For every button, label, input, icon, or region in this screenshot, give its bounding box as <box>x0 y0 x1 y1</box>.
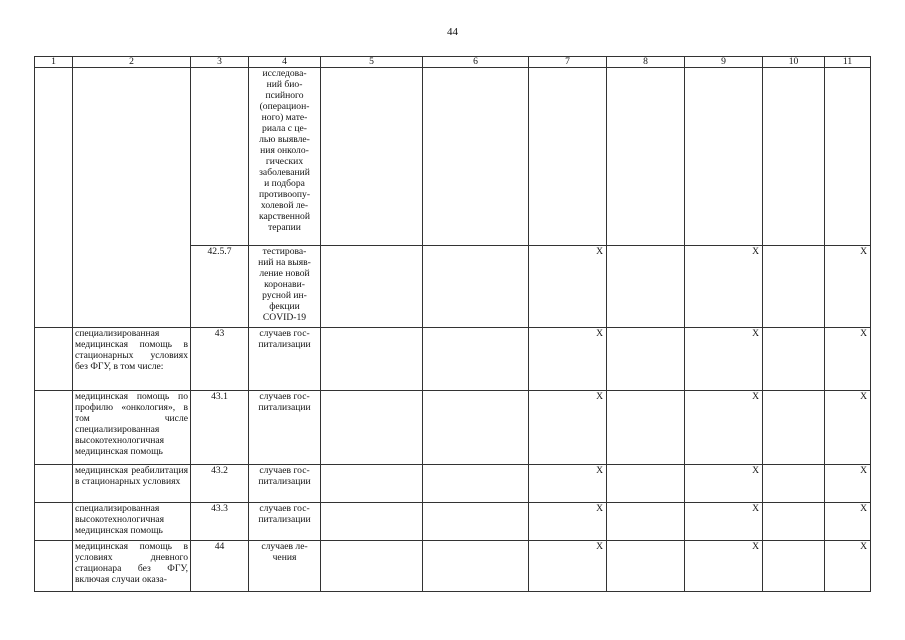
data-table <box>34 56 871 592</box>
header-cell: 4 <box>249 57 321 68</box>
col7-cell: X <box>529 465 607 503</box>
col8-cell <box>607 246 685 328</box>
col10-cell <box>763 328 825 391</box>
code-cell: 43 <box>191 328 249 391</box>
table-row <box>35 391 871 465</box>
col8-cell <box>607 541 685 592</box>
col7-cell: X <box>529 541 607 592</box>
col9-cell: X <box>685 391 763 465</box>
col7-cell: X <box>529 328 607 391</box>
table-row <box>35 68 871 246</box>
col11-cell: X <box>825 246 871 328</box>
col10-cell <box>763 503 825 541</box>
col10-cell <box>763 246 825 328</box>
col9-cell: X <box>685 246 763 328</box>
table-row <box>35 328 871 391</box>
col9-cell <box>685 68 763 246</box>
col9-cell: X <box>685 503 763 541</box>
col1-cell <box>35 541 73 592</box>
col6-cell <box>423 68 529 246</box>
unit-cell: случаев гос- питализации <box>249 465 321 503</box>
col8-cell <box>607 503 685 541</box>
name-cell: специализированная высокотехнологичная медицинская помощь <box>73 503 191 541</box>
table-row <box>35 465 871 503</box>
name-cell: специализированная медицинская помощь в стационарных условиях без ФГУ, в том числе: <box>73 328 191 391</box>
header-cell: 11 <box>825 57 871 68</box>
col10-cell <box>763 541 825 592</box>
code-cell: 42.5.7 <box>191 246 249 328</box>
col9-cell: X <box>685 328 763 391</box>
table-row <box>35 541 871 592</box>
col7-cell: X <box>529 246 607 328</box>
header-cell: 10 <box>763 57 825 68</box>
col1-cell <box>35 68 73 328</box>
name-cell <box>73 68 191 328</box>
header-cell: 2 <box>73 57 191 68</box>
col10-cell <box>763 68 825 246</box>
col6-cell <box>423 328 529 391</box>
unit-cell: случаев гос- питализации <box>249 328 321 391</box>
code-cell <box>191 68 249 246</box>
col6-cell <box>423 503 529 541</box>
unit-cell: случаев гос- питализации <box>249 391 321 465</box>
col7-cell: X <box>529 391 607 465</box>
col1-cell <box>35 328 73 391</box>
code-cell: 44 <box>191 541 249 592</box>
name-cell: медицинская помощь по профилю «онкология», в том числе специализированная высокотехнологичная медицинская помощь <box>73 391 191 465</box>
col11-cell: X <box>825 391 871 465</box>
col5-cell <box>321 541 423 592</box>
header-cell: 6 <box>423 57 529 68</box>
header-cell: 9 <box>685 57 763 68</box>
header-cell: 8 <box>607 57 685 68</box>
col5-cell <box>321 328 423 391</box>
header-cell: 7 <box>529 57 607 68</box>
col6-cell <box>423 391 529 465</box>
col5-cell <box>321 68 423 246</box>
table-row <box>35 503 871 541</box>
col9-cell: X <box>685 541 763 592</box>
col11-cell: X <box>825 328 871 391</box>
col5-cell <box>321 391 423 465</box>
col8-cell <box>607 465 685 503</box>
code-cell: 43.3 <box>191 503 249 541</box>
col8-cell <box>607 391 685 465</box>
header-row <box>35 57 871 68</box>
col5-cell <box>321 503 423 541</box>
unit-cell: тестирова- ний на выяв- ление новой коронави- русной ин- фекции COVID-19 <box>249 246 321 328</box>
col11-cell: X <box>825 503 871 541</box>
unit-cell: исследова- ний био- псийного (операцион- ного) мате- риала с це- лью выявле- ния онколо- гических заболеваний и подбора противоопу- холевой ле- карственной терапии <box>249 68 321 246</box>
header-cell: 5 <box>321 57 423 68</box>
col1-cell <box>35 391 73 465</box>
col1-cell <box>35 465 73 503</box>
col5-cell <box>321 246 423 328</box>
header-cell: 1 <box>35 57 73 68</box>
unit-cell: случаев гос- питализации <box>249 503 321 541</box>
col6-cell <box>423 465 529 503</box>
col11-cell: X <box>825 465 871 503</box>
col8-cell <box>607 328 685 391</box>
name-cell: медицинская реабилитация в стационарных условиях <box>73 465 191 503</box>
unit-cell: случаев ле- чения <box>249 541 321 592</box>
col10-cell <box>763 465 825 503</box>
page-number: 44 <box>447 26 458 38</box>
code-cell: 43.2 <box>191 465 249 503</box>
col7-cell: X <box>529 503 607 541</box>
col11-cell: X <box>825 541 871 592</box>
col11-cell <box>825 68 871 246</box>
name-cell: медицинская помощь в условиях дневного стационара без ФГУ, включая случаи оказа- <box>73 541 191 592</box>
col6-cell <box>423 541 529 592</box>
col5-cell <box>321 465 423 503</box>
code-cell: 43.1 <box>191 391 249 465</box>
col1-cell <box>35 503 73 541</box>
col9-cell: X <box>685 465 763 503</box>
col10-cell <box>763 391 825 465</box>
col8-cell <box>607 68 685 246</box>
col6-cell <box>423 246 529 328</box>
col7-cell <box>529 68 607 246</box>
header-cell: 3 <box>191 57 249 68</box>
